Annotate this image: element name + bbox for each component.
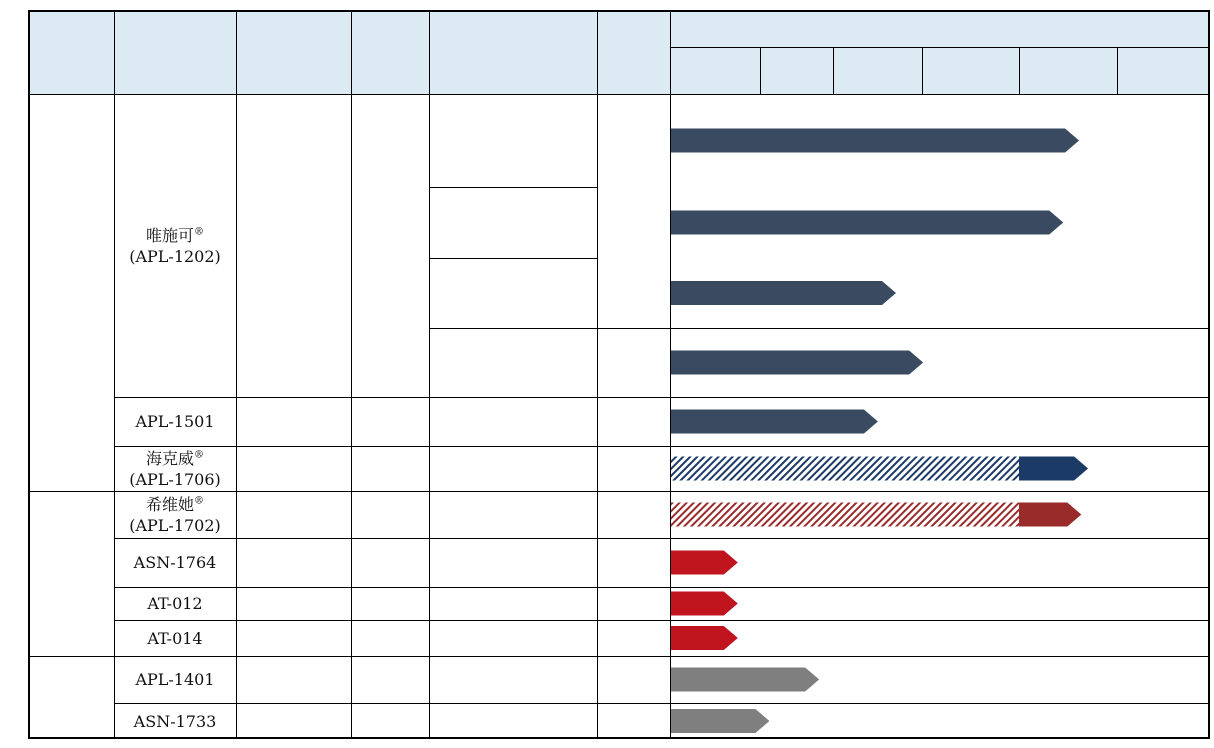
product-name: APL-1501 (135, 412, 215, 431)
registered-mark: ® (194, 495, 204, 507)
product-name: AT-014 (147, 628, 203, 648)
product-name: APL-1401 (135, 670, 215, 689)
product-name: 希维她 (145, 494, 194, 514)
product-code: (APL-1706) (129, 469, 221, 489)
product-name: 海克威 (145, 448, 194, 468)
product-name: ASN-1733 (133, 711, 217, 731)
registered-mark: ® (194, 226, 204, 238)
product-name: ASN-1764 (133, 553, 217, 572)
registered-mark: ® (194, 449, 204, 461)
product-code: (APL-1702) (129, 515, 221, 535)
product-code: (APL-1202) (129, 246, 221, 266)
product-name: 唯施可 (145, 225, 194, 245)
table-frame (28, 10, 1210, 739)
product-name: AT-012 (147, 594, 203, 613)
